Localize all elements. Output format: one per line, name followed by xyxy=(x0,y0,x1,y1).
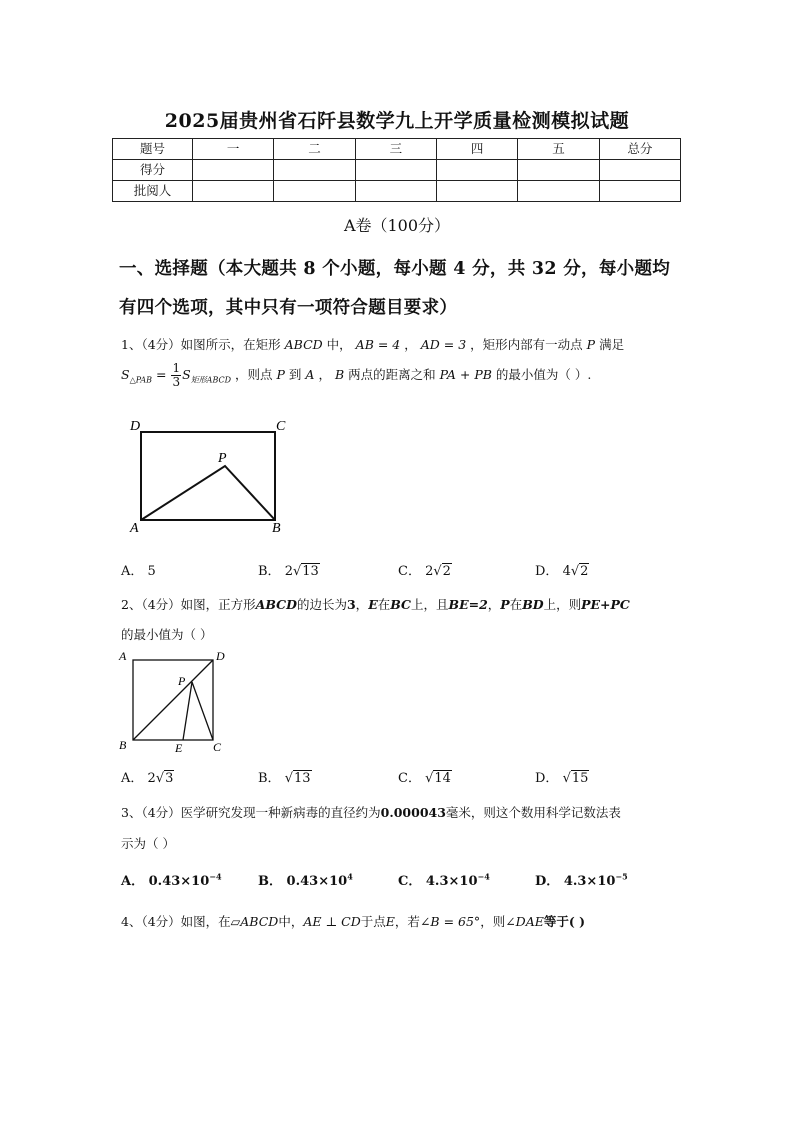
question-2-line1 xyxy=(121,595,630,613)
q1-option-c[interactable]: C． 2√2 xyxy=(398,564,451,579)
q1-area-sub: △PAB xyxy=(129,375,153,385)
score-table-input-cell[interactable] xyxy=(355,181,436,202)
option-letter: B． xyxy=(258,874,282,889)
q2-fig-label-b: B xyxy=(119,738,127,752)
q1-text: 满足 xyxy=(599,337,625,352)
option-letter: A． xyxy=(121,874,145,889)
score-table-input-cell[interactable] xyxy=(193,181,274,202)
volume-heading: A卷（100分） xyxy=(343,216,451,235)
score-table-row xyxy=(113,160,681,181)
option-letter: D． xyxy=(535,564,559,579)
q2-text: 在 xyxy=(377,597,391,612)
option-exponent: −4 xyxy=(209,871,222,882)
q1-fig-label-p: P xyxy=(218,451,227,466)
q1-point-b: B xyxy=(334,367,345,382)
q2-side: 3 xyxy=(346,597,356,612)
q2-segments-pe-pc xyxy=(183,682,213,740)
q4-text: 于点 xyxy=(360,914,386,929)
q3-number: 0.000043 xyxy=(380,805,446,820)
q3-text: 毫米，则这个数用科学记数法表 xyxy=(445,805,621,820)
score-table-cell: 题号 xyxy=(113,139,193,160)
score-table-cell: 一 xyxy=(193,139,274,160)
score-table-input-cell[interactable] xyxy=(436,181,517,202)
q2-fig-label-a: A xyxy=(119,649,127,663)
q4-text: 等于( ) xyxy=(543,914,586,929)
score-table-input-cell[interactable] xyxy=(599,160,680,181)
score-table-header-row xyxy=(113,139,681,160)
option-letter: D． xyxy=(535,874,560,889)
score-table-cell: 四 xyxy=(436,139,517,160)
q1-fig-label-a: A xyxy=(130,521,139,536)
question-1-line1 xyxy=(121,335,624,353)
q1-triangle-pab xyxy=(141,466,275,520)
q1-figure-rectangle xyxy=(126,412,296,537)
q2-text: ， xyxy=(487,597,501,612)
q1-area-sub: 矩形ABCD xyxy=(190,375,232,385)
q1-ab: AB = 4 xyxy=(355,337,401,352)
q1-text: 中， xyxy=(326,337,352,352)
q3-option-c[interactable] xyxy=(398,870,490,889)
score-table-cell: 批阅人 xyxy=(113,181,193,202)
q1-rect-name: ABCD xyxy=(284,337,323,352)
option-coef: 4 xyxy=(562,564,571,579)
q1-text: 1、（4分）如图所示，在矩形 xyxy=(121,337,281,352)
question-4-line1 xyxy=(121,912,585,930)
q4-point-e: E xyxy=(385,914,395,929)
q1-text: 两点的距离之和 xyxy=(348,367,436,382)
option-exponent: 4 xyxy=(347,871,353,882)
option-exponent: −4 xyxy=(477,871,490,882)
score-table-input-cell[interactable] xyxy=(599,181,680,202)
question-1-line2 xyxy=(121,362,591,389)
option-letter: C． xyxy=(398,771,421,786)
q3-text: 3、（4分）医学研究发现一种新病毒的直径约为 xyxy=(121,805,381,820)
q2-be: BE=2 xyxy=(448,597,488,612)
q1-text: ， xyxy=(318,367,331,382)
q4-text: ，则 xyxy=(480,914,506,929)
q1-fraction-numerator: 1 xyxy=(172,361,181,375)
q1-option-d[interactable]: D． 4√2 xyxy=(535,564,589,579)
q2-text: 上，则 xyxy=(543,597,582,612)
q3-option-a[interactable] xyxy=(121,870,222,889)
option-radicand: 2 xyxy=(442,564,451,579)
score-table-cell: 三 xyxy=(355,139,436,160)
score-table-input-cell[interactable] xyxy=(193,160,274,181)
q1-ad: AD = 3 xyxy=(420,337,467,352)
question-3-line2: 示为（ ） xyxy=(121,836,175,851)
q2-text: 在 xyxy=(509,597,523,612)
section-heading-line2: 有四个选项，其中只有一项符合题目要求） xyxy=(119,298,458,318)
q2-option-b[interactable]: B． √13 xyxy=(258,771,311,786)
q2-diagonal-bd xyxy=(133,660,213,740)
option-letter: A． xyxy=(121,564,144,579)
q2-option-d[interactable]: D． √15 xyxy=(535,771,589,786)
score-table-row xyxy=(113,181,681,202)
q1-fraction xyxy=(171,362,181,389)
q2-fig-label-e: E xyxy=(175,741,183,755)
option-coef: 2 xyxy=(284,564,293,579)
q2-text: ， xyxy=(355,597,369,612)
q1-point-p: P xyxy=(586,337,596,352)
q1-fig-label-c: C xyxy=(276,419,286,434)
q2-text: 2、（4分）如图，正方形 xyxy=(121,597,256,612)
option-coef: 2 xyxy=(147,771,156,786)
q1-point-p: P xyxy=(276,367,285,382)
q2-point-p: P xyxy=(500,597,510,612)
score-table-input-cell[interactable] xyxy=(355,160,436,181)
page-title: 2025届贵州省石阡县数学九上开学质量检测模拟试题 xyxy=(164,110,630,132)
q1-fig-label-d: D xyxy=(130,419,141,434)
q2-option-a[interactable]: A． 2√3 xyxy=(121,771,174,786)
q1-option-b[interactable]: B． 2√13 xyxy=(258,564,319,579)
q1-area-symbol: S xyxy=(121,367,130,382)
option-letter: C． xyxy=(398,874,422,889)
option-base: 4.3×10 xyxy=(563,874,616,889)
q1-text: ，矩形内部有一动点 xyxy=(470,337,583,352)
q2-fig-label-d: D xyxy=(216,649,225,663)
q1-fig-label-b: B xyxy=(272,521,281,536)
option-coef: 2 xyxy=(425,564,434,579)
q2-segment-bd: BD xyxy=(522,597,544,612)
q2-segment-bc: BC xyxy=(390,597,411,612)
score-table-cell: 得分 xyxy=(113,160,193,181)
q2-figure-square xyxy=(116,646,236,758)
q2-point-e: E xyxy=(368,597,378,612)
q4-expr: AE ⊥ CD xyxy=(303,914,361,929)
q1-area-symbol: S xyxy=(182,367,191,382)
q3-option-b[interactable] xyxy=(258,870,353,889)
q1-expr: PA + PB xyxy=(439,367,492,382)
score-table-cell: 总分 xyxy=(599,139,680,160)
question-2-line2: 的最小值为（ ） xyxy=(121,627,213,642)
option-value: 5 xyxy=(147,564,156,579)
section-heading-line1: 一、选择题（本大题共 8 个小题，每小题 4 分，共 32 分，每小题均 xyxy=(119,259,671,279)
question-3-line1 xyxy=(121,803,621,821)
score-table-cell: 二 xyxy=(274,139,355,160)
q2-text: 的边长为 xyxy=(296,597,347,612)
option-radicand: 13 xyxy=(302,564,319,579)
q1-text: ， xyxy=(404,337,417,352)
q1-option-a[interactable] xyxy=(121,560,156,579)
q2-fig-label-p: P xyxy=(178,674,186,688)
score-table xyxy=(112,138,681,202)
score-table-input-cell[interactable] xyxy=(518,181,599,202)
q1-fraction-denominator: 3 xyxy=(172,375,181,389)
q4-expr: ∠B = 65° xyxy=(419,914,481,929)
option-letter: C． xyxy=(398,564,421,579)
score-table-input-cell[interactable] xyxy=(274,160,355,181)
option-letter: D． xyxy=(535,771,559,786)
q2-square-name: ABCD xyxy=(255,597,297,612)
score-table-cell: 五 xyxy=(518,139,599,160)
q2-option-c[interactable]: C． √14 xyxy=(398,771,451,786)
q1-point-a: A xyxy=(305,367,315,382)
q3-option-d[interactable] xyxy=(535,870,628,889)
option-letter: B． xyxy=(258,771,281,786)
option-radicand: 15 xyxy=(571,771,589,786)
q4-parallelogram: ▱ABCD xyxy=(230,914,279,929)
q4-text: 4、（4分）如图，在 xyxy=(121,914,231,929)
score-table-input-cell[interactable] xyxy=(518,160,599,181)
option-radicand: 2 xyxy=(580,564,589,579)
score-table-input-cell[interactable] xyxy=(274,181,355,202)
option-letter: A． xyxy=(121,771,144,786)
q1-text: 的最小值为（ ）. xyxy=(495,367,592,382)
q2-text: 上，且 xyxy=(410,597,449,612)
q4-text: ，若 xyxy=(394,914,420,929)
option-radicand: 13 xyxy=(293,771,311,786)
q4-expr: ∠DAE xyxy=(505,914,544,929)
option-base: 4.3×10 xyxy=(425,874,478,889)
q2-fig-label-c: C xyxy=(213,740,222,754)
option-exponent: −5 xyxy=(615,871,628,882)
q2-expr: PE+PC xyxy=(581,597,630,612)
q1-text: 到 xyxy=(288,367,302,382)
q1-text: ，则点 xyxy=(235,367,273,382)
q4-text: 中， xyxy=(278,914,304,929)
option-letter: B． xyxy=(258,564,281,579)
q1-equals: = xyxy=(152,367,171,382)
option-base: 0.43×10 xyxy=(286,874,348,889)
option-base: 0.43×10 xyxy=(148,874,210,889)
option-radicand: 3 xyxy=(165,771,174,786)
option-radicand: 14 xyxy=(434,771,451,786)
score-table-input-cell[interactable] xyxy=(436,160,517,181)
